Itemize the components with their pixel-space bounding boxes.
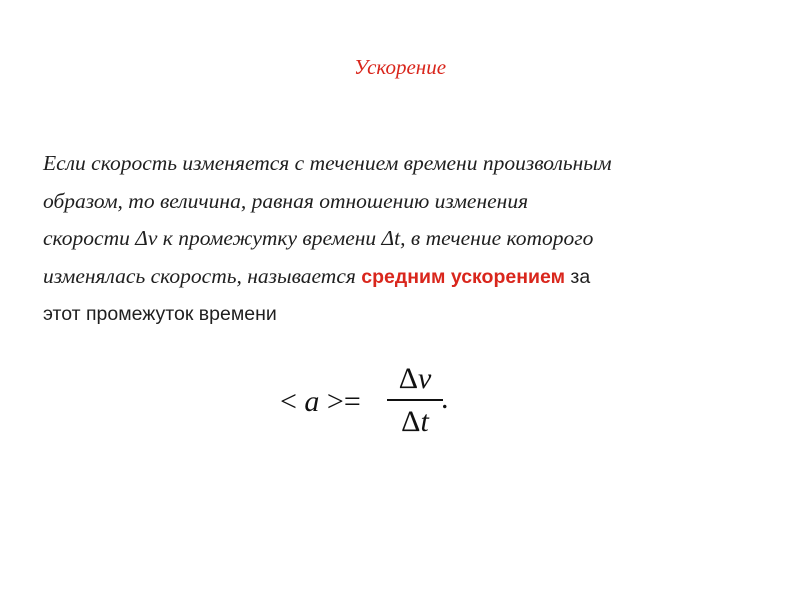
formula-fraction bbox=[387, 360, 443, 441]
paragraph-line-4 bbox=[43, 258, 773, 297]
formula-period: . bbox=[441, 382, 449, 415]
highlighted-term: средним ускорением bbox=[361, 265, 565, 288]
slide-title: Ускорение bbox=[353, 55, 447, 79]
denominator-variable: t bbox=[420, 404, 429, 438]
formula-lhs bbox=[280, 385, 361, 419]
line-4-prefix: изменялась скорость, называется bbox=[43, 263, 362, 288]
formula-close-bracket-equals: >= bbox=[319, 385, 361, 418]
paragraph-line-3: скорости Δv к промежутку времени Δt, в течение которого bbox=[43, 226, 594, 250]
paragraph-line-1: Если скорость изменяется с течением времени произвольным bbox=[43, 151, 612, 175]
formula-open-bracket: < bbox=[280, 385, 305, 418]
denominator-delta: Δ bbox=[401, 404, 421, 438]
numerator-delta: Δ bbox=[398, 362, 418, 395]
formula-numerator bbox=[387, 360, 443, 398]
definition-paragraph bbox=[43, 145, 773, 334]
line-4-suffix: за bbox=[565, 265, 591, 288]
numerator-variable: v bbox=[417, 362, 432, 395]
formula-denominator bbox=[387, 403, 443, 441]
paragraph-line-2: образом, то величина, равная отношению изменения bbox=[43, 188, 529, 213]
formula-variable-a: a bbox=[304, 385, 320, 418]
fraction-bar bbox=[387, 399, 443, 401]
paragraph-line-5: этот промежуток времени bbox=[43, 303, 277, 325]
